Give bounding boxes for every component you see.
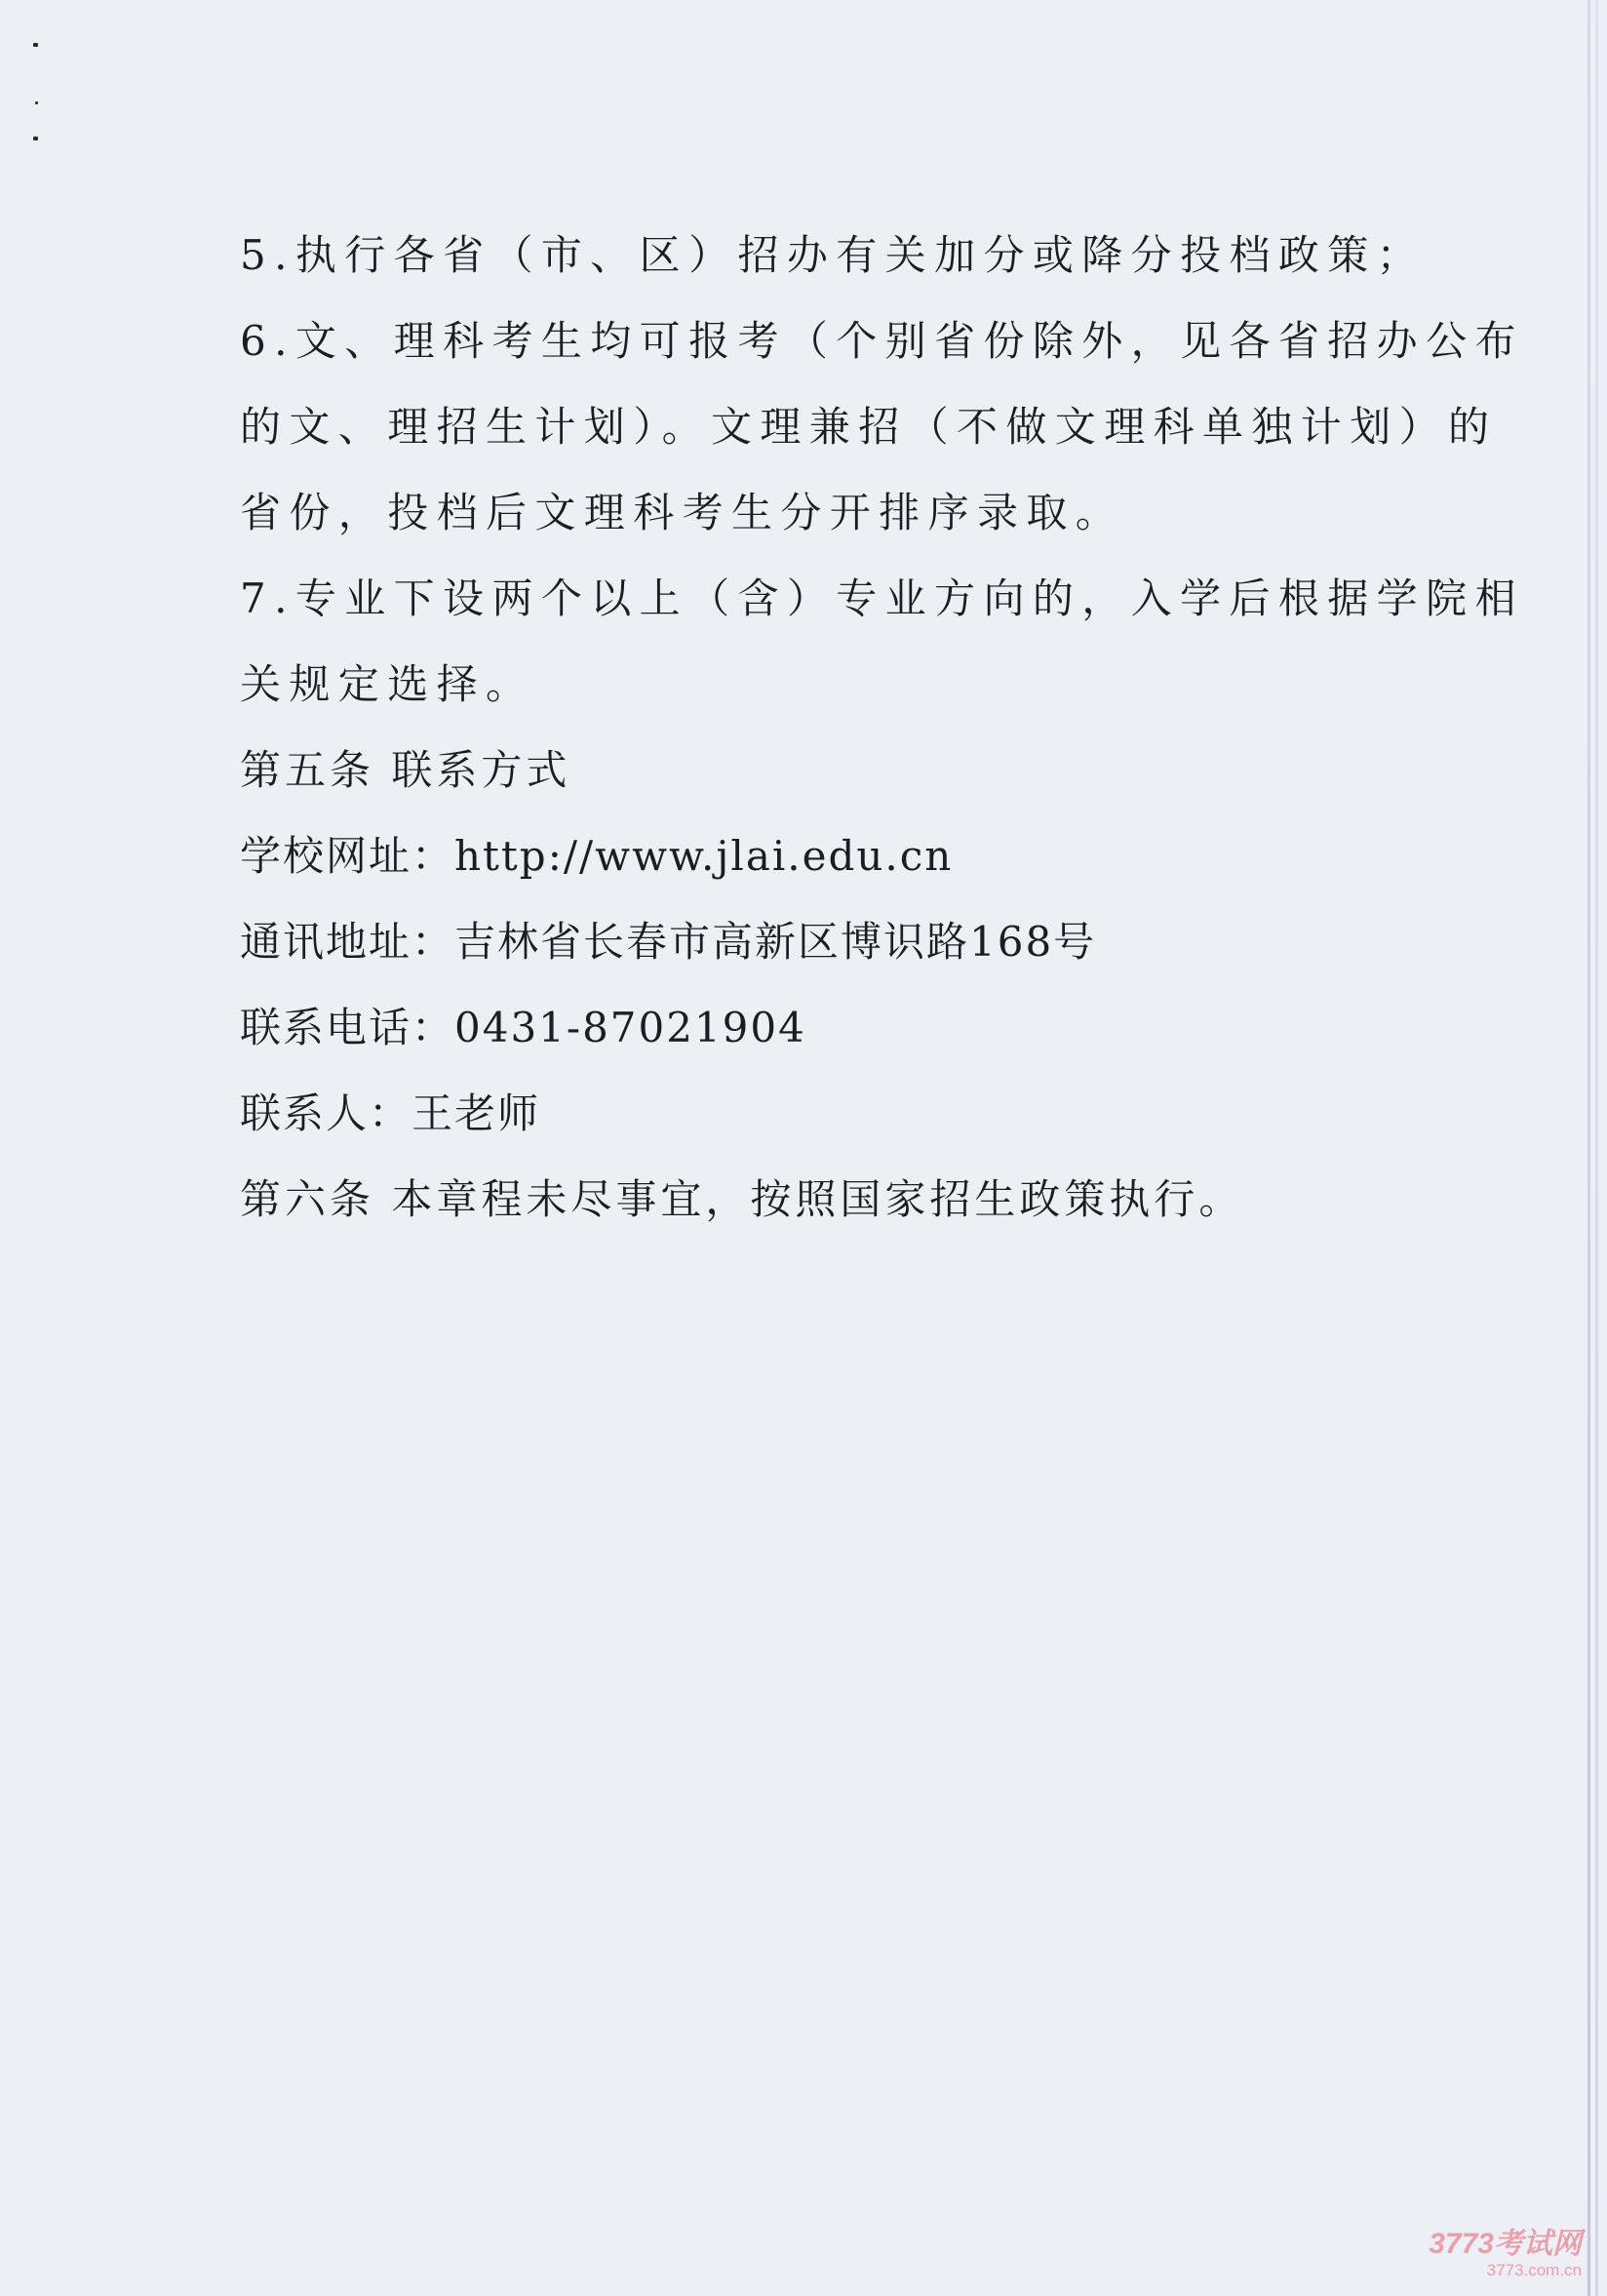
paragraph-item-7-line-1: 7.专业下设两个以上（含）专业方向的，入学后根据学院相	[240, 574, 1524, 622]
scan-right-edge-inner	[1595, 0, 1598, 2296]
scan-speck	[35, 101, 38, 104]
watermark-domain: 3773.com.cn	[1486, 2261, 1582, 2279]
watermark-title: 3773考试网	[1429, 2228, 1582, 2260]
document-body	[240, 213, 1524, 1243]
contact-address: 通讯地址：吉林省长春市高新区博识路168号	[240, 918, 1097, 966]
paragraph-item-6-line-1: 6.文、理科考生均可报考（个别省份除外，见各省招办公布	[240, 317, 1524, 365]
contact-person: 联系人：王老师	[240, 1089, 541, 1137]
contact-phone: 联系电话：0431-87021904	[240, 1004, 806, 1051]
scan-speck	[33, 137, 38, 140]
paragraph-item-5: 5.执行各省（市、区）招办有关加分或降分投档政策；	[240, 231, 1427, 279]
paragraph-item-7-line-2: 关规定选择。	[240, 660, 535, 708]
site-watermark	[1387, 2228, 1582, 2280]
paragraph-item-6-line-3: 省份，投档后文理科考生分开排序录取。	[240, 489, 1125, 536]
section-article-6: 第六条 本章程未尽事宜，按照国家招生政策执行。	[240, 1175, 1244, 1223]
contact-website: 学校网址：http://www.jlai.edu.cn	[240, 832, 954, 880]
scan-speck	[33, 43, 38, 47]
section-heading-article-5: 第五条 联系方式	[240, 746, 571, 794]
scan-right-edge	[1587, 0, 1590, 2296]
paragraph-item-6-line-2: 的文、理招生计划）。文理兼招（不做文理科单独计划）的	[240, 403, 1498, 451]
